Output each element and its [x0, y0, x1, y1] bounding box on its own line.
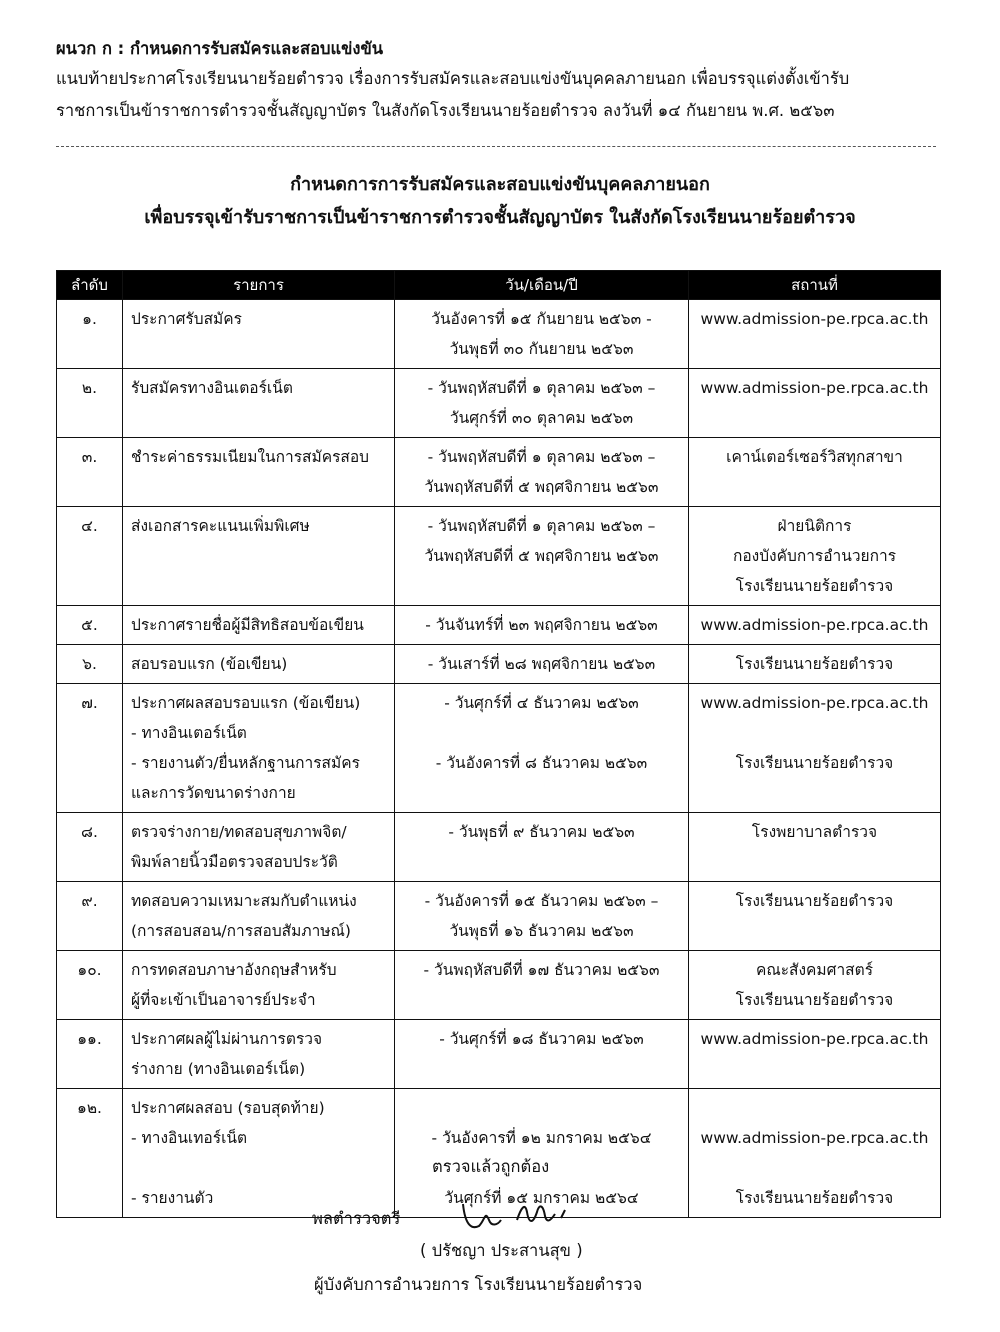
row-item-line: ทดสอบความเหมาะสมกับตำแหน่ง — [131, 892, 357, 910]
row-date — [395, 507, 689, 606]
row-item — [123, 645, 395, 684]
row-number: ๑. — [57, 300, 123, 369]
row-item-line: - ทางอินเทอร์เน็ต — [131, 1129, 248, 1147]
row-item — [123, 882, 395, 951]
row-item — [123, 507, 395, 606]
signer-position: ผู้บังคับการอำนวยการ โรงเรียนนายร้อยตำรวจ — [314, 1275, 643, 1294]
row-place — [689, 1020, 941, 1089]
table-row — [57, 300, 941, 369]
row-place-line: เคาน์เตอร์เซอร์วิสทุกสาขา — [726, 448, 903, 466]
row-item-line: ประกาศผลสอบรอบแรก (ข้อเขียน) — [131, 694, 361, 712]
row-place-line: โรงเรียนนายร้อยตำรวจ — [735, 577, 894, 595]
row-date-line: - วันศุกร์ที่ ๔ ธันวาคม ๒๕๖๓ — [444, 694, 639, 712]
row-number: ๘. — [57, 813, 123, 882]
row-item-line: ร่างกาย (ทางอินเตอร์เน็ต) — [131, 1060, 306, 1078]
table-row — [57, 684, 941, 813]
row-item — [123, 813, 395, 882]
row-place-line: www.admission-pe.rpca.ac.th — [700, 310, 929, 328]
table-row — [57, 951, 941, 1020]
row-number: ๗. — [57, 684, 123, 813]
row-place-line: กองบังคับการอำนวยการ — [732, 547, 897, 565]
row-date — [395, 882, 689, 951]
row-date-line: วันพุธที่ ๑๖ ธันวาคม ๒๕๖๓ — [449, 922, 634, 940]
row-item — [123, 1089, 395, 1218]
row-item — [123, 438, 395, 507]
document-title-line-1: กำหนดการการรับสมัครและสอบแข่งขันบุคคลภายนอก — [290, 174, 710, 195]
row-number: ๖. — [57, 645, 123, 684]
row-number: ๙. — [57, 882, 123, 951]
row-date-line: วันศุกร์ที่ ๓๐ ตุลาคม ๒๕๖๓ — [449, 409, 634, 427]
row-date-line: วันศุกร์ที่ ๑๕ มกราคม ๒๕๖๔ — [444, 1189, 639, 1207]
row-date-line: - วันเสาร์ที่ ๒๘ พฤศจิกายน ๒๕๖๓ — [427, 655, 656, 673]
row-place-line: ฝ่ายนิติการ — [777, 517, 852, 535]
table-row — [57, 645, 941, 684]
verified-correct-text: ตรวจแล้วถูกต้อง — [432, 1157, 550, 1176]
row-place — [689, 606, 941, 645]
table-header-row — [57, 271, 941, 300]
row-place — [689, 645, 941, 684]
row-number: ๕. — [57, 606, 123, 645]
row-place-line: โรงพยาบาลตำรวจ — [751, 823, 878, 841]
row-item — [123, 951, 395, 1020]
row-date — [395, 369, 689, 438]
row-date-line: วันพฤหัสบดีที่ ๕ พฤศจิกายน ๒๕๖๓ — [424, 478, 659, 496]
row-item-line: - รายงานตัว/ยื่นหลักฐานการสมัคร — [131, 754, 360, 772]
table-row — [57, 507, 941, 606]
row-number: ๒. — [57, 369, 123, 438]
row-item-line: การทดสอบภาษาอังกฤษสำหรับ — [131, 961, 337, 979]
row-item-line: รับสมัครทางอินเตอร์เน็ต — [131, 379, 293, 397]
row-date-line: - วันจันทร์ที่ ๒๓ พฤศจิกายน ๒๕๖๓ — [425, 616, 658, 634]
row-item-line: สอบรอบแรก (ข้อเขียน) — [131, 655, 288, 673]
row-date-line — [399, 718, 684, 748]
row-date-line: - วันอังคารที่ ๘ ธันวาคม ๒๕๖๓ — [435, 754, 648, 772]
table-row — [57, 438, 941, 507]
document-title-line-2: เพื่อบรรจุเข้ารับราชการเป็นข้าราชการตำรวจชั้นสัญญาบัตร ในสังกัดโรงเรียนนายร้อยตำรวจ — [144, 207, 856, 228]
row-date-line: - วันอังคารที่ ๑๕ ธันวาคม ๒๕๖๓ – — [424, 892, 659, 910]
row-item-line: ชำระค่าธรรมเนียมในการสมัครสอบ — [131, 448, 370, 466]
row-date — [395, 438, 689, 507]
row-item-line: (การสอบสอน/การสอบสัมภาษณ์) — [131, 922, 351, 940]
row-date-line: วันพุธที่ ๓๐ กันยายน ๒๕๖๓ — [449, 340, 634, 358]
row-item-line: ประกาศผลผู้ไม่ผ่านการตรวจ — [131, 1030, 323, 1048]
row-item-line — [131, 1153, 386, 1183]
row-place — [689, 369, 941, 438]
row-place — [689, 438, 941, 507]
row-place — [689, 300, 941, 369]
row-item-line: - รายงานตัว — [131, 1189, 214, 1207]
row-place-line: โรงเรียนนายร้อยตำรวจ — [735, 892, 894, 910]
annex-reference-line-2: ราชการเป็นข้าราชการตำรวจชั้นสัญญาบัตร ในสังกัดโรงเรียนนายร้อยตำรวจ ลงวันที่ ๑๔ กันยายน พ.ศ. ๒๕๖๓ — [56, 101, 835, 120]
row-place — [689, 1089, 941, 1218]
row-place-line: โรงเรียนนายร้อยตำรวจ — [735, 991, 894, 1009]
row-date-line — [399, 1093, 684, 1123]
table-row — [57, 1020, 941, 1089]
row-item-line: และการวัดขนาดร่างกาย — [131, 784, 296, 802]
table-row — [57, 813, 941, 882]
table-row — [57, 606, 941, 645]
row-place-line: www.admission-pe.rpca.ac.th — [700, 616, 929, 634]
signer-name: ( ปรัชญา ประสานสุข ) — [420, 1241, 583, 1260]
row-item — [123, 684, 395, 813]
row-date — [395, 645, 689, 684]
dashed-divider — [56, 146, 936, 147]
row-date-line: - วันพฤหัสบดีที่ ๑ ตุลาคม ๒๕๖๓ – — [427, 379, 656, 397]
row-date — [395, 813, 689, 882]
row-date-line: - วันพฤหัสบดีที่ ๑ ตุลาคม ๒๕๖๓ – — [427, 517, 656, 535]
schedule-table — [56, 270, 941, 1218]
row-date — [395, 1020, 689, 1089]
row-date — [395, 684, 689, 813]
row-date-line: - วันอังคารที่ ๑๒ มกราคม ๒๕๖๔ — [431, 1129, 652, 1147]
row-place-line: www.admission-pe.rpca.ac.th — [700, 379, 929, 397]
row-place-line: โรงเรียนนายร้อยตำรวจ — [735, 754, 894, 772]
handwritten-signature — [455, 1190, 585, 1240]
row-item — [123, 606, 395, 645]
row-date-line: วันพฤหัสบดีที่ ๕ พฤศจิกายน ๒๕๖๓ — [424, 547, 659, 565]
table-row — [57, 882, 941, 951]
row-place-line — [691, 1093, 938, 1123]
row-place-line — [691, 1153, 938, 1183]
row-place — [689, 951, 941, 1020]
row-place-line: โรงเรียนนายร้อยตำรวจ — [735, 1189, 894, 1207]
table-row — [57, 369, 941, 438]
annex-heading: ผนวก ก : กำหนดการรับสมัครและสอบแข่งขัน — [56, 39, 384, 58]
column-header-place: สถานที่ — [689, 271, 941, 300]
column-header-date: วัน/เดือน/ปี — [395, 271, 689, 300]
row-date — [395, 951, 689, 1020]
row-item-line: - ทางอินเตอร์เน็ต — [131, 724, 247, 742]
row-item — [123, 300, 395, 369]
row-number: ๑๒. — [57, 1089, 123, 1218]
row-place — [689, 882, 941, 951]
row-place — [689, 684, 941, 813]
row-date-line: - วันพฤหัสบดีที่ ๑๗ ธันวาคม ๒๕๖๓ — [423, 961, 660, 979]
annex-reference-line-1: แนบท้ายประกาศโรงเรียนนายร้อยตำรวจ เรื่องการรับสมัครและสอบแข่งขันบุคคลภายนอก เพื่อบรรจุแต่งตั้งเข้ารับ — [56, 69, 850, 88]
row-date — [395, 300, 689, 369]
row-place-line: www.admission-pe.rpca.ac.th — [700, 1030, 929, 1048]
row-number: ๑๑. — [57, 1020, 123, 1089]
row-item-line: ผู้ที่จะเข้าเป็นอาจารย์ประจำ — [131, 991, 316, 1009]
column-header-item: รายการ — [123, 271, 395, 300]
row-item-line: ส่งเอกสารคะแนนเพิ่มพิเศษ — [131, 517, 310, 535]
row-item-line: ประกาศรับสมัคร — [131, 310, 242, 328]
row-number: ๑๐. — [57, 951, 123, 1020]
row-place-line: คณะสังคมศาสตร์ — [755, 961, 874, 979]
row-item-line: ตรวจร่างกาย/ทดสอบสุขภาพจิต/ — [131, 823, 347, 841]
row-item — [123, 1020, 395, 1089]
row-place-line: www.admission-pe.rpca.ac.th — [700, 1129, 929, 1147]
row-item-line: ประกาศผลสอบ (รอบสุดท้าย) — [131, 1099, 325, 1117]
row-place-line: โรงเรียนนายร้อยตำรวจ — [735, 655, 894, 673]
row-place-line: www.admission-pe.rpca.ac.th — [700, 694, 929, 712]
row-place — [689, 507, 941, 606]
row-date-line: - วันพุธที่ ๙ ธันวาคม ๒๕๖๓ — [448, 823, 635, 841]
row-date-line: วันอังคารที่ ๑๕ กันยายน ๒๕๖๓ - — [431, 310, 652, 328]
row-place — [689, 813, 941, 882]
row-date-line: - วันศุกร์ที่ ๑๘ ธันวาคม ๒๕๖๓ — [439, 1030, 644, 1048]
column-header-no: ลำดับ — [57, 271, 123, 300]
row-item — [123, 369, 395, 438]
row-date — [395, 606, 689, 645]
row-place-line — [691, 718, 938, 748]
row-item-line: พิมพ์ลายนิ้วมือตรวจสอบประวัติ — [131, 853, 338, 871]
signer-rank: พลตำรวจตรี — [312, 1209, 401, 1228]
row-number: ๓. — [57, 438, 123, 507]
row-item-line: ประกาศรายชื่อผู้มีสิทธิสอบข้อเขียน — [131, 616, 364, 634]
row-number: ๔. — [57, 507, 123, 606]
row-date-line: - วันพฤหัสบดีที่ ๑ ตุลาคม ๒๕๖๓ – — [427, 448, 656, 466]
